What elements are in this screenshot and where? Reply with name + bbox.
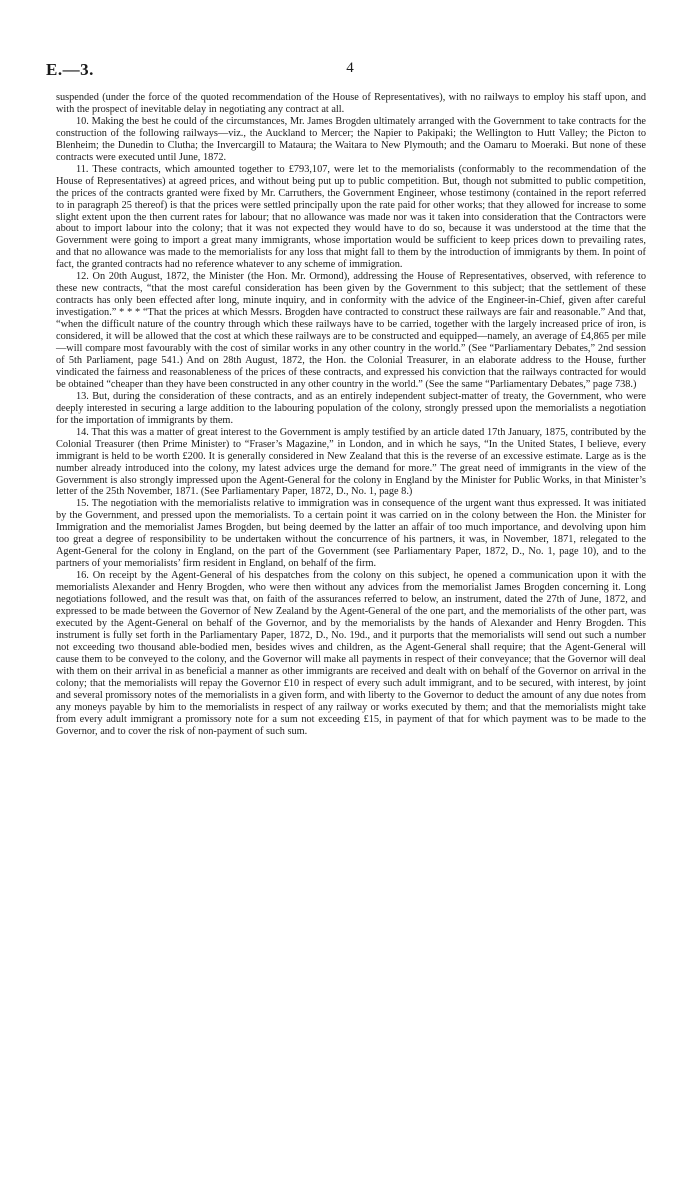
page-number: 4	[346, 60, 354, 76]
paragraph-10: 10. Making the best he could of the circumstances, Mr. James Brogden ultimately arranged with the Government to take contracts for the construction of the following railways—viz., the Auckland to Mercer; the Napier to Pakipaki; the Wellington to Hutt Valley; the Picton to Blenheim; the Dunedin to Clutha; the Invercargill to Mataura; the Waitara to New Plymouth; and the Oamaru to Moeraki. But none of these contracts were executed until June, 1872.	[56, 115, 646, 163]
paragraph-15: 15. The negotiation with the memorialists relative to immigration was in consequence of the urgent want thus expressed. It was initiated by the Government, and pressed upon the memorialists. To a certain point it was carried on in the colony between the Hon. the Minister for Immigration and the memorialist James Brogden, but being deemed by the latter an affair of too much importance, and devolving upon him too great a degree of responsibility to be undertaken without the concurrence of his partners, it was, in November, 1871, relegated to the Agent-General for the colony in England, on the part of the Government (see Parliamentary Paper, 1872, D., No. 1, page 10), and to the partners of your memorialists’ firm resident in England, on behalf of the firm.	[56, 498, 646, 570]
paragraph-12: 12. On 20th August, 1872, the Minister (the Hon. Mr. Ormond), addressing the House of Representatives, observed, with reference to these new contracts, “that the most careful consideration has been given by the Government to this subject; that the settlement of these contracts has only been effected after long, minute inquiry, and in conformity with the advice of the Engineer-in-Chief, given after careful investigation.” * * * “That the prices at which Messrs. Brogden have contracted to construct these railways are fair and reasonable.” And that, “when the difficult nature of the country through which these railways have to be carried, together with the largely increased price of iron, is considered, it will be allowed that the cost at which these railways are to be constructed and equipped—namely, an average of £4,865 per mile—will compare most favourably with the cost of similar works in any other country in the world.” (See “Parliamentary Debates,” 2nd session of 5th Parliament, page 541.) And on 28th August, 1872, the Hon. the Colonial Treasurer, in an elaborate address to the House, further vindicated the fairness and reasonableness of the prices of these contracts, and expressed his conviction that the railways contracted for would be obtained “cheaper than they have been constructed in any other country in the world.” (See the same “Parliamentary Debates,” page 738.)	[56, 271, 646, 390]
paragraph-16: 16. On receipt by the Agent-General of his despatches from the colony on this subject, he opened a communication upon it with the memorialists Alexander and Henry Brogden, who were then without any advices from the memorialist James Brogden concerning it. Long negotiations followed, and the result was that, on faith of the assurances referred to below, an instrument, dated the 27th of June, 1872, and expressed to be made between the Governor of New Zealand by the Agent-General of the one part, and the memorialists of the other part, was executed by the Agent-General on behalf of the Governor, and by the memorialists by the hands of Alexander and Henry Brogden. This instrument is fully set forth in the Parliamentary Paper, 1872, D., No. 19d., and it purports that the memorialists will send out such a number not exceeding two thousand able-bodied men, besides wives and children, as the Agent-General shall require; that the Agent-General will cause them to be conveyed to the colony, and the Governor will make all payments in respect of their conveyance; that the Governor will deal with them on their arrival in as beneficial a manner as other immigrants are received and dealt with on behalf of the Governor on arrival in the colony; that the memorialists will repay the Governor £10 in respect of every such adult immigrant, and to be secured, with interest, by joint and several promissory notes of the memorialists in a given form, and with liberty to the Governor to deduct the amount of any due notes from any moneys payable by him to the memorialists in respect of any railway or works executed by them; and that the memorialists might take from every adult immigrant a promissory note for a sum not exceeding £15, in payment of that for which payment was to be made to the Governor, and to cover the risk of non-payment of such sum.	[56, 570, 646, 737]
paragraph-11: 11. These contracts, which amounted together to £793,107, were let to the memorialists (conformably to the recommendation of the House of Representatives) at agreed prices, and without being put up to public competition. But, though not submitted to public competition, the prices of the contracts granted were fixed by Mr. Carruthers, the Government Engineer, whose testimony (contained in the report referred to in paragraph 25 thereof) is that the prices were settled principally upon the rate paid for other works; that they allowed for increase to some slight extent upon the then current rates for labour; that no allowance was made nor was it taken into consideration that the Contractors were about to import labour into the colony; that it was not expected they would have to do so, because it was understood at the time that the Government were going to import a great many immigrants, whose importation would be sufficient to keep prices down to prevailing rates, and that no allowance was made to the memorialists for any loss that might fall to them by the introduction of immigrants by them. In point of fact, the granted contracts had no reference whatever to any scheme of immigration.	[56, 163, 646, 271]
page-header	[46, 60, 654, 80]
paragraph-continued: suspended (under the force of the quoted recommendation of the House of Representatives), with no railways to employ his staff upon, and with the prospect of inevitable delay in negotiating any contract at all.	[56, 92, 646, 115]
document-reference: E.—3.	[46, 60, 94, 79]
body-text	[56, 92, 646, 737]
paragraph-13: 13. But, during the consideration of these contracts, and as an entirely independent subject-matter of treaty, the Government, who were deeply interested in securing a large addition to the labouring population of the colony, strongly pressed upon the memorialists a negotiation for the importation of immigrants by them.	[56, 390, 646, 426]
paragraph-14: 14. That this was a matter of great interest to the Government is amply testified by an article dated 17th January, 1875, contributed by the Colonial Treasurer (then Prime Minister) to “Fraser’s Magazine,” in London, and in which he says, “In the United States, I believe, every immigrant is held to be worth £200. It is generally considered in New Zealand that this is the reverse of an excessive estimate. Large as is the number already introduced into the colony, my latest advices urge the demand for more.” The great need of immigrants in the view of the Government is also strongly impressed upon the Agent-General for the colony in England by the Minister for Public Works, in that Minister’s letter of the 25th November, 1871. (See Parliamentary Paper, 1872, D., No. 1, page 8.)	[56, 426, 646, 498]
